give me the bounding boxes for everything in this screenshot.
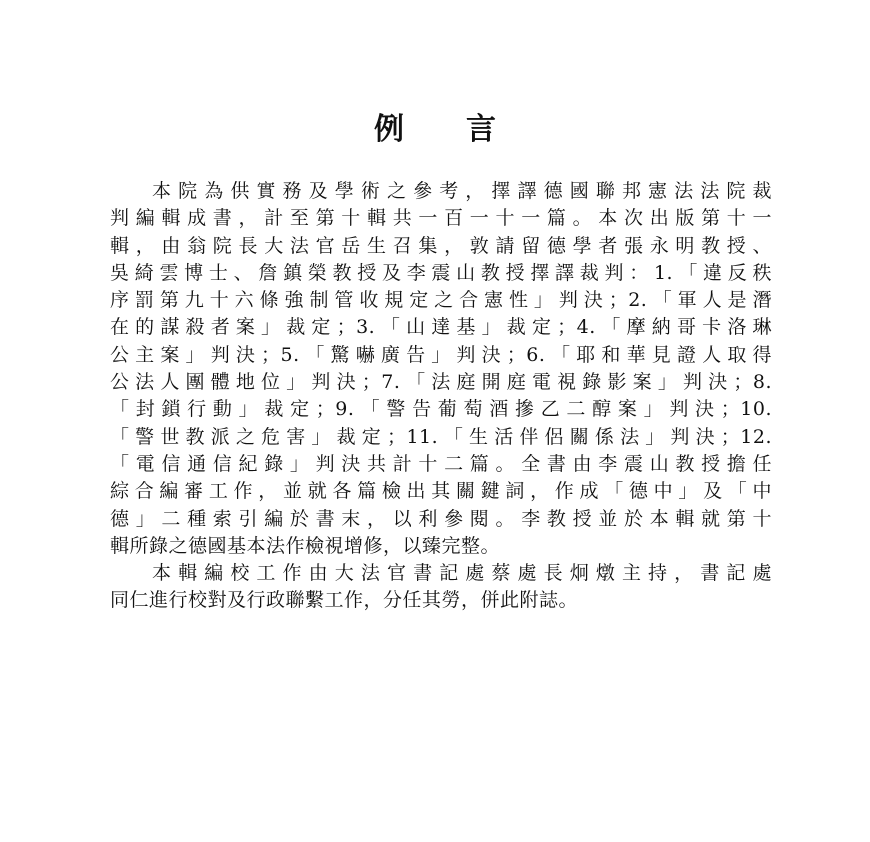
paragraph-1-line-5: 序罰第九十六條強制管收規定之合憲性」判決；2.「軍人是潛	[110, 289, 772, 312]
paragraph-1-line-14: 輯所錄之德國基本法作檢視增修，以臻完整。	[110, 534, 501, 557]
paragraph-1-line-11: 「電信通信紀錄」判決共計十二篇。全書由李震山教授擔任	[110, 452, 772, 475]
paragraph-1-line-2: 判編輯成書，計至第十輯共一百一十一篇。本次出版第十一	[110, 207, 772, 230]
paragraph-2-line-2: 同仁進行校對及行政聯繫工作，分任其勞，併此附誌。	[110, 589, 579, 612]
paragraph-1-line-12: 綜合編審工作，並就各篇檢出其關鍵詞，作成「德中」及「中	[110, 480, 772, 503]
page-title: 例言	[374, 112, 558, 147]
preface-body	[110, 178, 772, 615]
paragraph-2-line-1: 本輯編校工作由大法官書記處蔡處長炯燉主持，書記處	[152, 562, 772, 585]
paragraph-1-line-9: 「封鎖行動」裁定；9.「警告葡萄酒摻乙二醇案」判決；10.	[110, 398, 772, 421]
paragraph-1-line-13: 德」二種索引編於書末，以利參閱。李教授並於本輯就第十	[110, 507, 772, 530]
paragraph-1-line-4: 吳綺雲博士、詹鎮榮教授及李震山教授擇譯裁判：1.「違反秩	[110, 261, 772, 284]
paragraph-1-line-3: 輯，由翁院長大法官岳生召集，敦請留德學者張永明教授、	[110, 234, 772, 257]
paragraph-1-line-1: 本院為供實務及學術之參考，擇譯德國聯邦憲法法院裁	[152, 180, 772, 202]
paragraph-1-line-10: 「警世教派之危害」裁定；11.「生活伴侶關係法」判決；12.	[110, 425, 772, 448]
paragraph-1-line-8: 公法人團體地位」判決；7.「法庭開庭電視錄影案」判決；8.	[110, 371, 772, 394]
paragraph-1-line-6: 在的謀殺者案」裁定；3.「山達基」裁定；4.「摩納哥卡洛琳	[110, 316, 772, 339]
paragraph-1-line-7: 公主案」判決；5.「驚嚇廣告」判決；6.「耶和華見證人取得	[110, 343, 772, 366]
